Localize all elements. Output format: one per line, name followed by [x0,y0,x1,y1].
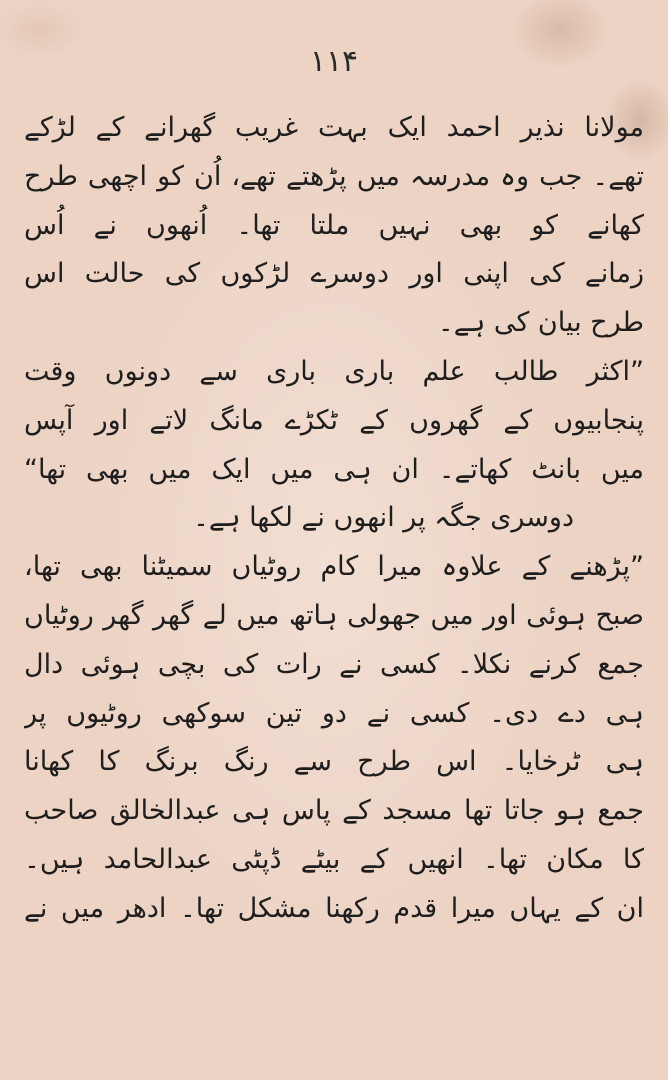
text-line: ہی دے دی۔ کسی نے دو تین سوکھی روٹیوں پر [24,697,644,729]
text-line: کھانے کو بھی نہیں ملتا تھا۔ اُنھوں نے اُس [24,209,644,241]
text-line: جمع کرنے نکلا۔ کسی نے رات کی بچی ہوئی دال [24,648,644,680]
text-line: جمع ہو جاتا تھا مسجد کے پاس ہی عبدالخالق صاحب [24,795,644,827]
text-line: ہی ٹرخایا۔ اس طرح سے رنگ برنگ کا کھانا [24,746,644,778]
page-number: ۱۱۴ [309,44,359,79]
text-line: تھے۔ جب وہ مدرسہ میں پڑھتے تھے، اُن کو اچھی طرح [24,160,644,192]
body-text [24,104,644,934]
text-line: کا مکان تھا۔ انھیں کے بیٹے ڈپٹی عبدالحامد ہیں۔ [24,843,644,875]
text-line: مولانا نذیر احمد ایک بہت غریب گھرانے کے لڑکے [24,112,644,143]
text-line: پنجابیوں کے گھروں کے ٹکڑے مانگ لاتے اور آپس [24,404,644,436]
text-line: ”پڑھنے کے علاوہ میرا کام روٹیاں سمیٹنا بھی تھا، [24,551,644,583]
text-line: ”اکثر طالب علم باری باری سے دونوں وقت [24,355,644,387]
text-line: زمانے کی اپنی اور دوسرے لڑکوں کی حالت اس [24,258,644,290]
text-line: ان کے یہاں میرا قدم رکھنا مشکل تھا۔ ادھر میں نے [24,892,644,924]
text-line: طرح بیان کی ہے۔ [437,307,644,339]
text-line: صبح ہوئی اور میں جھولی ہاتھ میں لے گھر گھر روٹیاں [24,599,644,631]
text-line: میں بانٹ کھاتے۔ ان ہی میں ایک میں بھی تھا“ [24,453,644,485]
text-line: دوسری جگہ پر انھوں نے لکھا ہے۔ [193,502,574,534]
